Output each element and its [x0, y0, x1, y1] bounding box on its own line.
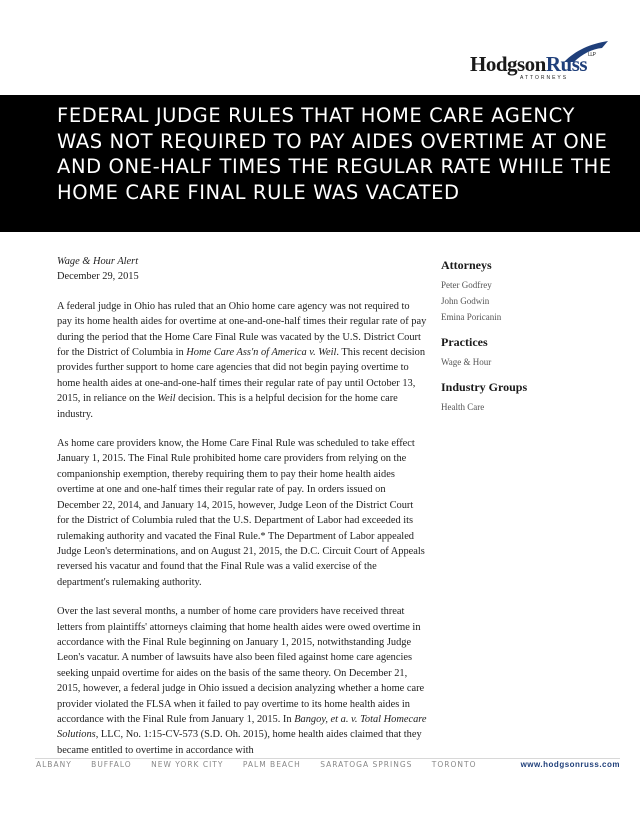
practice-link[interactable]: Wage & Hour	[441, 357, 492, 367]
attorneys-section	[441, 258, 611, 325]
attorney-link[interactable]: John Godwin	[441, 296, 490, 306]
office-city: BUFFALO	[91, 760, 132, 769]
logo-name-a: Hodgson	[470, 52, 546, 76]
p1-text-c: decision. This is a helpful decision for the home care industry.	[57, 393, 398, 420]
logo-subtitle: ATTORNEYS	[520, 75, 569, 81]
p1-text-a: A federal judge in Ohio has ruled that an Ohio home care agency was not required to pay its home health aides for overtime at one-and-one-half times their regular rate of pay during the period that the Home Care Final Rule was vacated by the U.S. District Court for the District of Columbia in	[57, 300, 427, 359]
office-city: PALM BEACH	[242, 760, 301, 769]
p3-text-b: , LLC, No. 1:15-CV-573 (S.D. Oh. 2015), home health aides claimed that they became entitled to overtime in accordance with	[57, 729, 422, 756]
p1-case-name: Home Care Ass'n of America v. Weil	[186, 347, 337, 359]
office-locations	[36, 760, 492, 769]
attorneys-heading: Attorneys	[441, 258, 492, 272]
article-body	[57, 254, 427, 772]
logo-llp: LLP	[588, 52, 596, 58]
page-title: FEDERAL JUDGE RULES THAT HOME CARE AGENCY WAS NOT REQUIRED TO PAY AIDES OVERTIME AT ONE AND ONE-HALF TIMES THE REGULAR RATE WHILE THE HOME CARE FINAL RULE WAS VACATED	[57, 104, 612, 204]
industry-heading: Industry Groups	[441, 380, 528, 394]
office-city: ALBANY	[36, 760, 72, 769]
alert-category: Wage & Hour Alert	[57, 256, 139, 267]
practices-section	[441, 335, 611, 370]
industry-link[interactable]: Health Care	[441, 402, 485, 412]
office-city: TORONTO	[431, 760, 477, 769]
office-city: SARATOGA SPRINGS	[320, 760, 413, 769]
office-city: NEW YORK CITY	[151, 760, 224, 769]
paragraph-2: As home care providers know, the Home Care Final Rule was scheduled to take effect January 1, 2015. The Final Rule prohibited home care providers from relying on the companionship exemption, thereby requiring them to pay their home health aides overtime at one and one-half times their regular rate of pay. In orders issued on December 22, 2014, and January 14, 2015, however, Judge Leon of the District Court for the District of Columbia ruled that the U.S. Department of Labor had exceeded its rulemaking authority and vacated the Final Rule.* The Department of Labor appealed Judge Leon's determinations, and on August 21, 2015, the D.C. Circuit Court of Appeals reversed his vacatur and found that the Final Rule was a valid exercise of the department's rulemaking authority.	[57, 438, 425, 588]
page-footer	[0, 744, 640, 784]
practices-heading: Practices	[441, 335, 488, 349]
headline-banner	[0, 95, 640, 232]
firm-logo	[470, 40, 610, 86]
p3-case-name: Bangoy, et a. v. Total Homecare Solutions	[57, 713, 427, 741]
logo-name-b: Russ	[545, 52, 588, 76]
p3-text-a: Over the last several months, a number of home care providers have received threat letters from plaintiffs' attorneys claiming that home health aides were owed overtime in accordance with the Final Rule beginning on January 1, 2015, notwithstanding Judge Leon's vacatur. A number of lawsuits have also been filed against home care agencies seeking unpaid overtime for aides on the basis of the same theory. On December 21, 2015, however, a federal judge in Ohio issued a decision analyzing whether a home care provider violated the FLSA when it failed to pay overtime to its home health aides in accordance with the Final Rule from January 1, 2015. In	[57, 606, 425, 725]
p1-case-short: Weil	[157, 393, 176, 405]
website-link[interactable]: www.hodgsonruss.com	[520, 760, 620, 769]
attorney-link[interactable]: Emina Poricanin	[441, 312, 502, 322]
paragraph-3	[57, 604, 427, 758]
attorney-link[interactable]: Peter Godfrey	[441, 280, 492, 290]
paragraph-1	[57, 299, 427, 422]
logo-wordmark	[470, 52, 595, 77]
alert-date: December 29, 2015	[57, 271, 139, 283]
sidebar	[441, 258, 611, 425]
footer-divider	[35, 758, 620, 759]
industry-section	[441, 380, 611, 415]
p1-text-b: . This recent decision provides further support to home care agencies that did not begin paying overtime to home health aides at one-and-one-half times their regular rate of pay until October 13, 2015, in reliance on the	[57, 347, 426, 405]
